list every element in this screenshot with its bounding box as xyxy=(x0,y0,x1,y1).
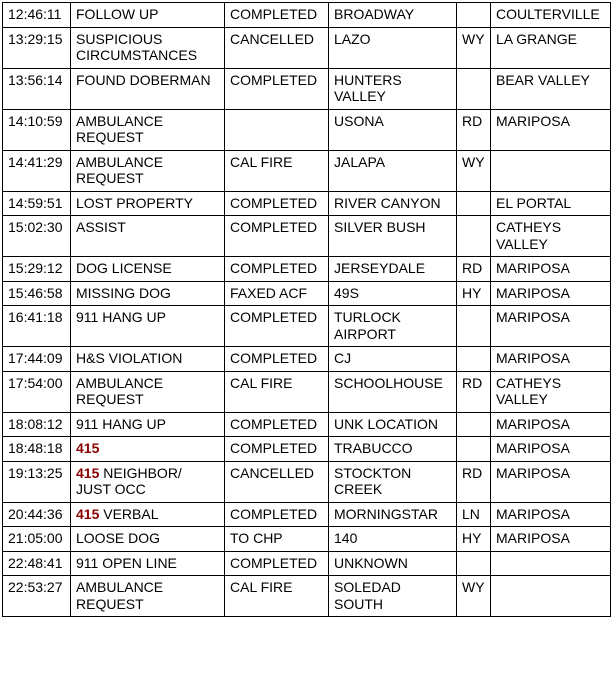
disposition-cell: COMPLETED xyxy=(225,437,329,462)
table-row xyxy=(3,461,611,502)
disposition-cell: COMPLETED xyxy=(225,502,329,527)
city-cell xyxy=(491,576,611,617)
call-time-cell: 14:41:29 xyxy=(3,150,71,191)
street-suffix-cell: WY xyxy=(457,27,491,68)
disposition-cell: CAL FIRE xyxy=(225,576,329,617)
table-row xyxy=(3,150,611,191)
street-suffix-cell: RD xyxy=(457,257,491,282)
disposition-cell: COMPLETED xyxy=(225,257,329,282)
table-row xyxy=(3,281,611,306)
street-cell: TURLOCK AIRPORT xyxy=(329,306,457,347)
disposition-cell: COMPLETED xyxy=(225,306,329,347)
street-suffix-cell xyxy=(457,68,491,109)
street-suffix-cell: LN xyxy=(457,502,491,527)
street-cell: SCHOOLHOUSE xyxy=(329,371,457,412)
city-cell: COULTERVILLE xyxy=(491,3,611,28)
call-time-cell: 15:29:12 xyxy=(3,257,71,282)
street-suffix-cell: RD xyxy=(457,461,491,502)
disposition-cell: COMPLETED xyxy=(225,68,329,109)
table-row xyxy=(3,306,611,347)
call-type-cell: 911 HANG UP xyxy=(71,412,225,437)
call-type-cell: LOST PROPERTY xyxy=(71,191,225,216)
street-cell: CJ xyxy=(329,347,457,372)
table-row xyxy=(3,437,611,462)
call-code-label: 415 xyxy=(76,440,100,456)
call-time-cell: 12:46:11 xyxy=(3,3,71,28)
table-row xyxy=(3,347,611,372)
city-cell: EL PORTAL xyxy=(491,191,611,216)
call-log-table xyxy=(2,2,611,617)
call-time-cell: 15:02:30 xyxy=(3,216,71,257)
city-cell: MARIPOSA xyxy=(491,437,611,462)
street-cell: RIVER CANYON xyxy=(329,191,457,216)
call-type-cell: DOG LICENSE xyxy=(71,257,225,282)
street-cell: JERSEYDALE xyxy=(329,257,457,282)
disposition-cell: CANCELLED xyxy=(225,461,329,502)
call-type-cell xyxy=(71,461,225,502)
street-cell: 140 xyxy=(329,527,457,552)
disposition-cell: COMPLETED xyxy=(225,347,329,372)
city-cell: LA GRANGE xyxy=(491,27,611,68)
street-suffix-cell xyxy=(457,347,491,372)
street-cell: BROADWAY xyxy=(329,3,457,28)
call-time-cell: 13:29:15 xyxy=(3,27,71,68)
city-cell: BEAR VALLEY xyxy=(491,68,611,109)
call-code-label: 415 xyxy=(76,505,100,522)
table-row xyxy=(3,371,611,412)
disposition-cell: COMPLETED xyxy=(225,551,329,576)
call-time-cell: 17:44:09 xyxy=(3,347,71,372)
city-cell: MARIPOSA xyxy=(491,281,611,306)
disposition-cell: COMPLETED xyxy=(225,191,329,216)
city-cell: MARIPOSA xyxy=(491,306,611,347)
city-cell: MARIPOSA xyxy=(491,502,611,527)
city-cell: MARIPOSA xyxy=(491,527,611,552)
disposition-cell: FAXED ACF xyxy=(225,281,329,306)
call-time-cell: 20:44:36 xyxy=(3,502,71,527)
call-type-label: NEIGHBOR/ JUST OCC xyxy=(76,464,182,497)
disposition-cell: CAL FIRE xyxy=(225,150,329,191)
disposition-cell: COMPLETED xyxy=(225,412,329,437)
street-suffix-cell xyxy=(457,437,491,462)
table-row xyxy=(3,502,611,527)
street-suffix-cell xyxy=(457,216,491,257)
call-type-cell xyxy=(71,437,225,462)
call-time-cell: 22:53:27 xyxy=(3,576,71,617)
call-type-cell: 911 OPEN LINE xyxy=(71,551,225,576)
disposition-cell: COMPLETED xyxy=(225,3,329,28)
call-type-cell: SUSPICIOUS CIRCUMSTANCES xyxy=(71,27,225,68)
call-type-cell: MISSING DOG xyxy=(71,281,225,306)
city-cell: MARIPOSA xyxy=(491,257,611,282)
call-time-cell: 22:48:41 xyxy=(3,551,71,576)
street-cell: JALAPA xyxy=(329,150,457,191)
call-time-cell: 18:48:18 xyxy=(3,437,71,462)
city-cell xyxy=(491,150,611,191)
street-suffix-cell xyxy=(457,551,491,576)
table-row xyxy=(3,412,611,437)
street-suffix-cell xyxy=(457,191,491,216)
disposition-cell: TO CHP xyxy=(225,527,329,552)
call-time-cell: 16:41:18 xyxy=(3,306,71,347)
street-cell: STOCKTON CREEK xyxy=(329,461,457,502)
call-time-cell: 21:05:00 xyxy=(3,527,71,552)
street-cell: 49S xyxy=(329,281,457,306)
city-cell: MARIPOSA xyxy=(491,461,611,502)
street-suffix-cell xyxy=(457,306,491,347)
call-type-cell: FOLLOW UP xyxy=(71,3,225,28)
street-suffix-cell: WY xyxy=(457,576,491,617)
call-time-cell: 18:08:12 xyxy=(3,412,71,437)
city-cell xyxy=(491,551,611,576)
street-cell: MORNINGSTAR xyxy=(329,502,457,527)
street-cell: USONA xyxy=(329,109,457,150)
street-suffix-cell xyxy=(457,3,491,28)
street-cell: UNKNOWN xyxy=(329,551,457,576)
call-type-cell: ASSIST xyxy=(71,216,225,257)
street-cell: LAZO xyxy=(329,27,457,68)
table-row xyxy=(3,551,611,576)
table-row xyxy=(3,257,611,282)
street-suffix-cell xyxy=(457,412,491,437)
call-code-label: 415 xyxy=(76,464,100,481)
disposition-cell: CANCELLED xyxy=(225,27,329,68)
street-cell: SOLEDAD SOUTH xyxy=(329,576,457,617)
call-time-cell: 15:46:58 xyxy=(3,281,71,306)
call-type-cell xyxy=(71,502,225,527)
call-time-cell: 14:10:59 xyxy=(3,109,71,150)
call-type-cell: AMBULANCE REQUEST xyxy=(71,371,225,412)
call-time-cell: 17:54:00 xyxy=(3,371,71,412)
city-cell: MARIPOSA xyxy=(491,412,611,437)
street-suffix-cell: HY xyxy=(457,527,491,552)
city-cell: MARIPOSA xyxy=(491,347,611,372)
call-type-cell: AMBULANCE REQUEST xyxy=(71,109,225,150)
table-row xyxy=(3,527,611,552)
disposition-cell xyxy=(225,109,329,150)
call-type-cell: FOUND DOBERMAN xyxy=(71,68,225,109)
street-suffix-cell: RD xyxy=(457,371,491,412)
call-type-cell: LOOSE DOG xyxy=(71,527,225,552)
street-cell: HUNTERS VALLEY xyxy=(329,68,457,109)
table-row xyxy=(3,109,611,150)
call-time-cell: 19:13:25 xyxy=(3,461,71,502)
call-type-cell: H&S VIOLATION xyxy=(71,347,225,372)
disposition-cell: CAL FIRE xyxy=(225,371,329,412)
table-row xyxy=(3,3,611,28)
call-time-cell: 14:59:51 xyxy=(3,191,71,216)
street-suffix-cell: RD xyxy=(457,109,491,150)
call-type-label: VERBAL xyxy=(103,505,159,522)
call-type-cell: 911 HANG UP xyxy=(71,306,225,347)
street-suffix-cell: WY xyxy=(457,150,491,191)
disposition-cell: COMPLETED xyxy=(225,216,329,257)
city-cell: MARIPOSA xyxy=(491,109,611,150)
call-time-cell: 13:56:14 xyxy=(3,68,71,109)
call-type-cell: AMBULANCE REQUEST xyxy=(71,576,225,617)
table-row xyxy=(3,191,611,216)
street-cell: TRABUCCO xyxy=(329,437,457,462)
street-suffix-cell: HY xyxy=(457,281,491,306)
call-log-body xyxy=(3,3,611,617)
street-cell: SILVER BUSH xyxy=(329,216,457,257)
table-row xyxy=(3,576,611,617)
table-row xyxy=(3,216,611,257)
city-cell: CATHEYS VALLEY xyxy=(491,216,611,257)
street-cell: UNK LOCATION xyxy=(329,412,457,437)
city-cell: CATHEYS VALLEY xyxy=(491,371,611,412)
call-type-cell: AMBULANCE REQUEST xyxy=(71,150,225,191)
table-row xyxy=(3,27,611,68)
table-row xyxy=(3,68,611,109)
